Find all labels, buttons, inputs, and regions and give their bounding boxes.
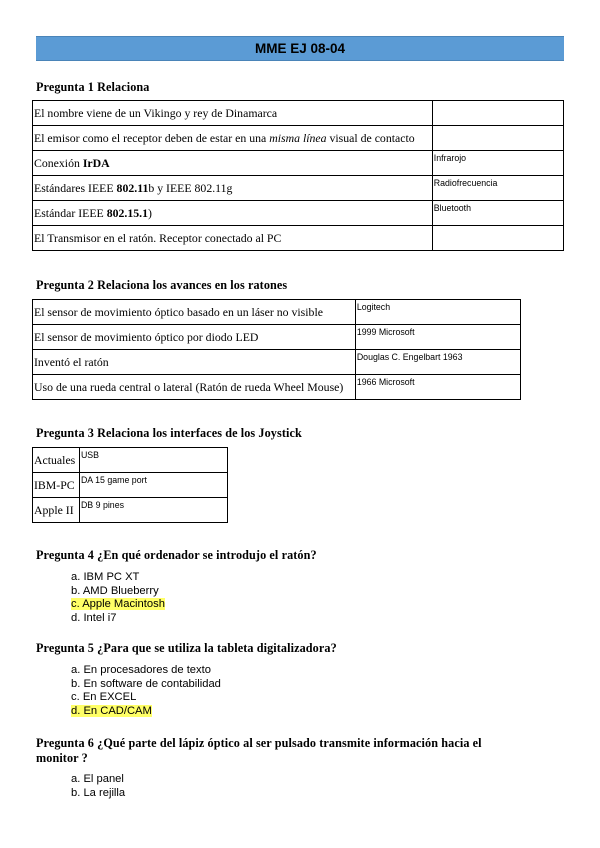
q2-left-cell: El sensor de movimiento óptico por diodo LED: [33, 325, 356, 350]
question-5-title: Pregunta 5 ¿Para que se utiliza la tableta digitalizadora?: [36, 641, 337, 655]
list-item-highlighted: c. Apple Macintosh: [71, 598, 165, 611]
page-title-banner: [36, 36, 564, 61]
q1-left-cell: Estándares IEEE 802.11b y IEEE 802.11g: [33, 176, 433, 201]
list-item: d. Intel i7: [71, 612, 117, 625]
q1-right-cell: [432, 126, 563, 151]
q1-right-cell: Radiofrecuencia: [432, 176, 563, 201]
q2-right-cell: Douglas C. Engelbart 1963: [355, 350, 520, 375]
table-row: [33, 300, 521, 325]
q3-left-cell: Apple II: [33, 498, 80, 523]
list-item-highlighted: d. En CAD/CAM: [71, 705, 152, 718]
q3-right-cell: USB: [79, 448, 227, 473]
q3-right-cell: DA 15 game port: [79, 473, 227, 498]
q3-left-cell: Actuales: [33, 448, 80, 473]
q2-left-cell: Uso de una rueda central o lateral (Ratón de rueda Wheel Mouse): [33, 375, 356, 400]
question-2-table: [32, 299, 521, 400]
table-row: [33, 498, 228, 523]
table-row: [33, 350, 521, 375]
table-row: [33, 126, 564, 151]
question-3-title: Pregunta 3 Relaciona los interfaces de los Joystick: [36, 426, 302, 440]
question-1-table: [32, 100, 564, 251]
table-row: [33, 151, 564, 176]
table-row: [33, 201, 564, 226]
question-4-options: [71, 571, 165, 626]
q1-right-cell: [432, 226, 563, 251]
table-row: [33, 176, 564, 201]
q1-left-cell: El emisor como el receptor deben de estar en una misma línea visual de contacto: [33, 126, 433, 151]
question-5-options: [71, 664, 221, 719]
list-item: a. IBM PC XT: [71, 571, 140, 583]
question-2-title: Pregunta 2 Relaciona los avances en los ratones: [36, 278, 288, 292]
table-row: [33, 101, 564, 126]
table-row: [33, 226, 564, 251]
q2-left-cell: El sensor de movimiento óptico basado en un láser no visible: [33, 300, 356, 325]
q3-right-cell: DB 9 pines: [79, 498, 227, 523]
table-row: [33, 448, 228, 473]
table-row: [33, 325, 521, 350]
q2-right-cell: 1966 Microsoft: [355, 375, 520, 400]
q1-right-cell: [432, 101, 563, 126]
question-6-title: Pregunta 6 ¿Qué parte del lápiz óptico al ser pulsado transmite información hacia el: [36, 736, 482, 750]
table-row: [33, 375, 521, 400]
question-6-title-continued: monitor ?: [36, 751, 88, 765]
q1-left-cell: Estándar IEEE 802.15.1): [33, 201, 433, 226]
q2-left-cell: Inventó el ratón: [33, 350, 356, 375]
q1-right-cell: Infrarojo: [432, 151, 563, 176]
q1-left-cell: El nombre viene de un Vikingo y rey de Dinamarca: [33, 101, 433, 126]
question-6-options: [71, 773, 125, 800]
table-row: [33, 473, 228, 498]
q1-left-cell: El Transmisor en el ratón. Receptor conectado al PC: [33, 226, 433, 251]
list-item: b. En software de contabilidad: [71, 677, 221, 690]
q1-left-cell: Conexión IrDA: [33, 151, 433, 176]
q2-right-cell: 1999 Microsoft: [355, 325, 520, 350]
q1-right-cell: Bluetooth: [432, 201, 563, 226]
list-item: c. En EXCEL: [71, 691, 137, 704]
list-item: b. La rejilla: [71, 786, 126, 799]
question-4-title: Pregunta 4 ¿En qué ordenador se introdujo el ratón?: [36, 548, 317, 562]
list-item: a. El panel: [71, 773, 124, 785]
question-1-title: Pregunta 1 Relaciona: [36, 80, 150, 94]
list-item: a. En procesadores de texto: [71, 664, 211, 676]
question-3-table: [32, 447, 228, 523]
q2-right-cell: Logitech: [355, 300, 520, 325]
q3-left-cell: IBM-PC: [33, 473, 80, 498]
list-item: b. AMD Blueberry: [71, 584, 159, 597]
page-title: MME EJ 08-04: [254, 41, 346, 56]
